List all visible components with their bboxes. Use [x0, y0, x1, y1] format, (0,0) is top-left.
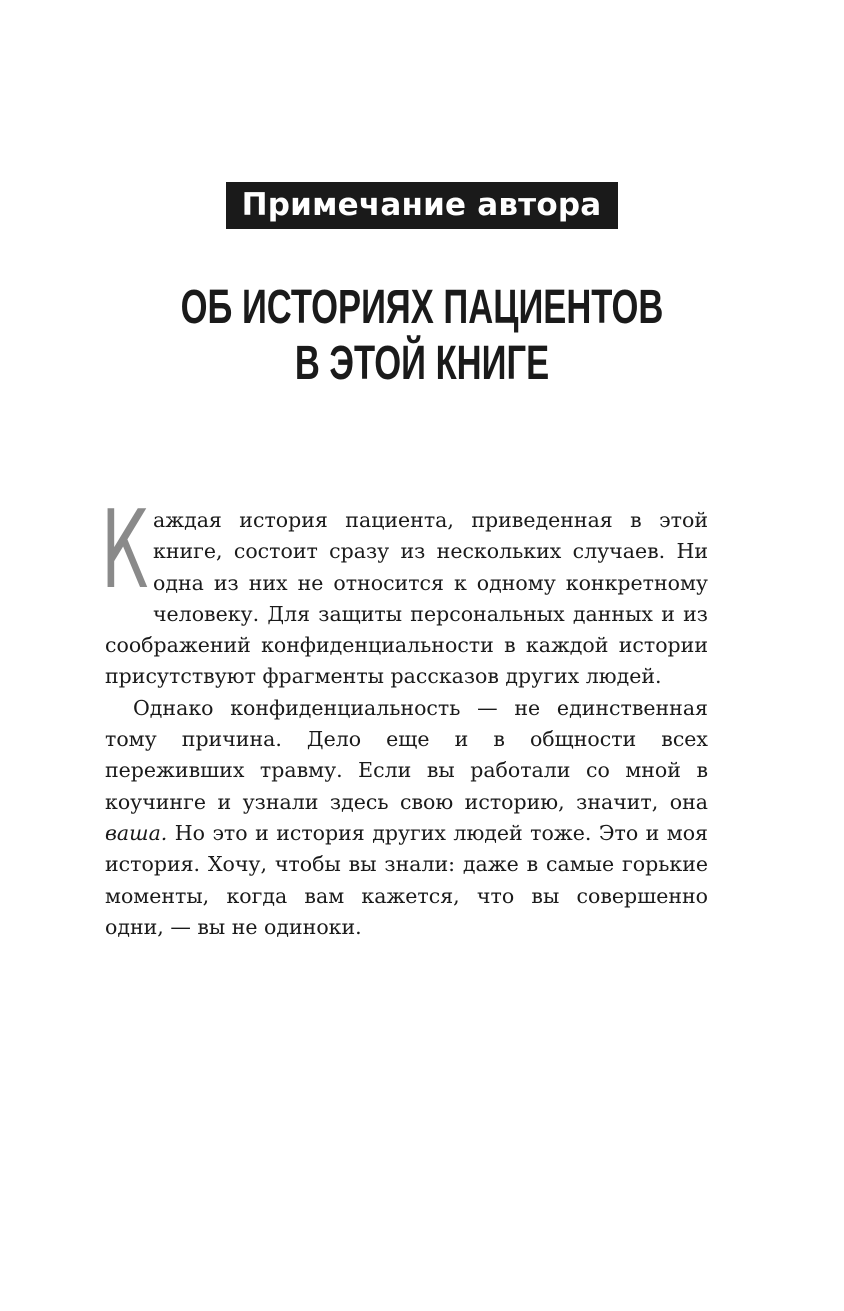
- chapter-title-line-1: ОБ ИСТОРИЯХ ПАЦИЕНТОВ: [180, 281, 664, 334]
- body-text: [101, 488, 708, 943]
- paragraph-2-text-start: Однако конфиденциальность — не единственная тому причина. Дело еще и в общности всех переживших травму. Если вы работали со мной в коучинге и узнали здесь свою историю, значит, она: [105, 695, 708, 814]
- paragraph-2: [105, 693, 708, 943]
- section-label-container: [0, 182, 844, 229]
- section-label: Примечание автора: [226, 182, 619, 229]
- paragraph-2-emphasis: ваша.: [105, 820, 168, 845]
- paragraph-1: [101, 488, 708, 693]
- chapter-title: [118, 280, 726, 392]
- drop-cap-letter: К: [101, 488, 149, 613]
- chapter-title-line-2: В ЭТОЙ КНИГЕ: [294, 337, 550, 390]
- paragraph-1-text: аждая история пациента, приведенная в этой книге, состоит сразу из нескольких случаев. Ни одна из них не относится к одному конкретному человеку. Для защиты персональных данных и из соображений конфиденциальности в каждой истории присутствуют фрагменты рассказов других людей.: [105, 508, 708, 689]
- paragraph-2-text-end: Но это и история других людей тоже. Это и моя история. Хочу, чтобы вы знали: даже в самые горькие моменты, когда вам кажется, что вы совершенно одни, — вы не одиноки.: [105, 820, 708, 939]
